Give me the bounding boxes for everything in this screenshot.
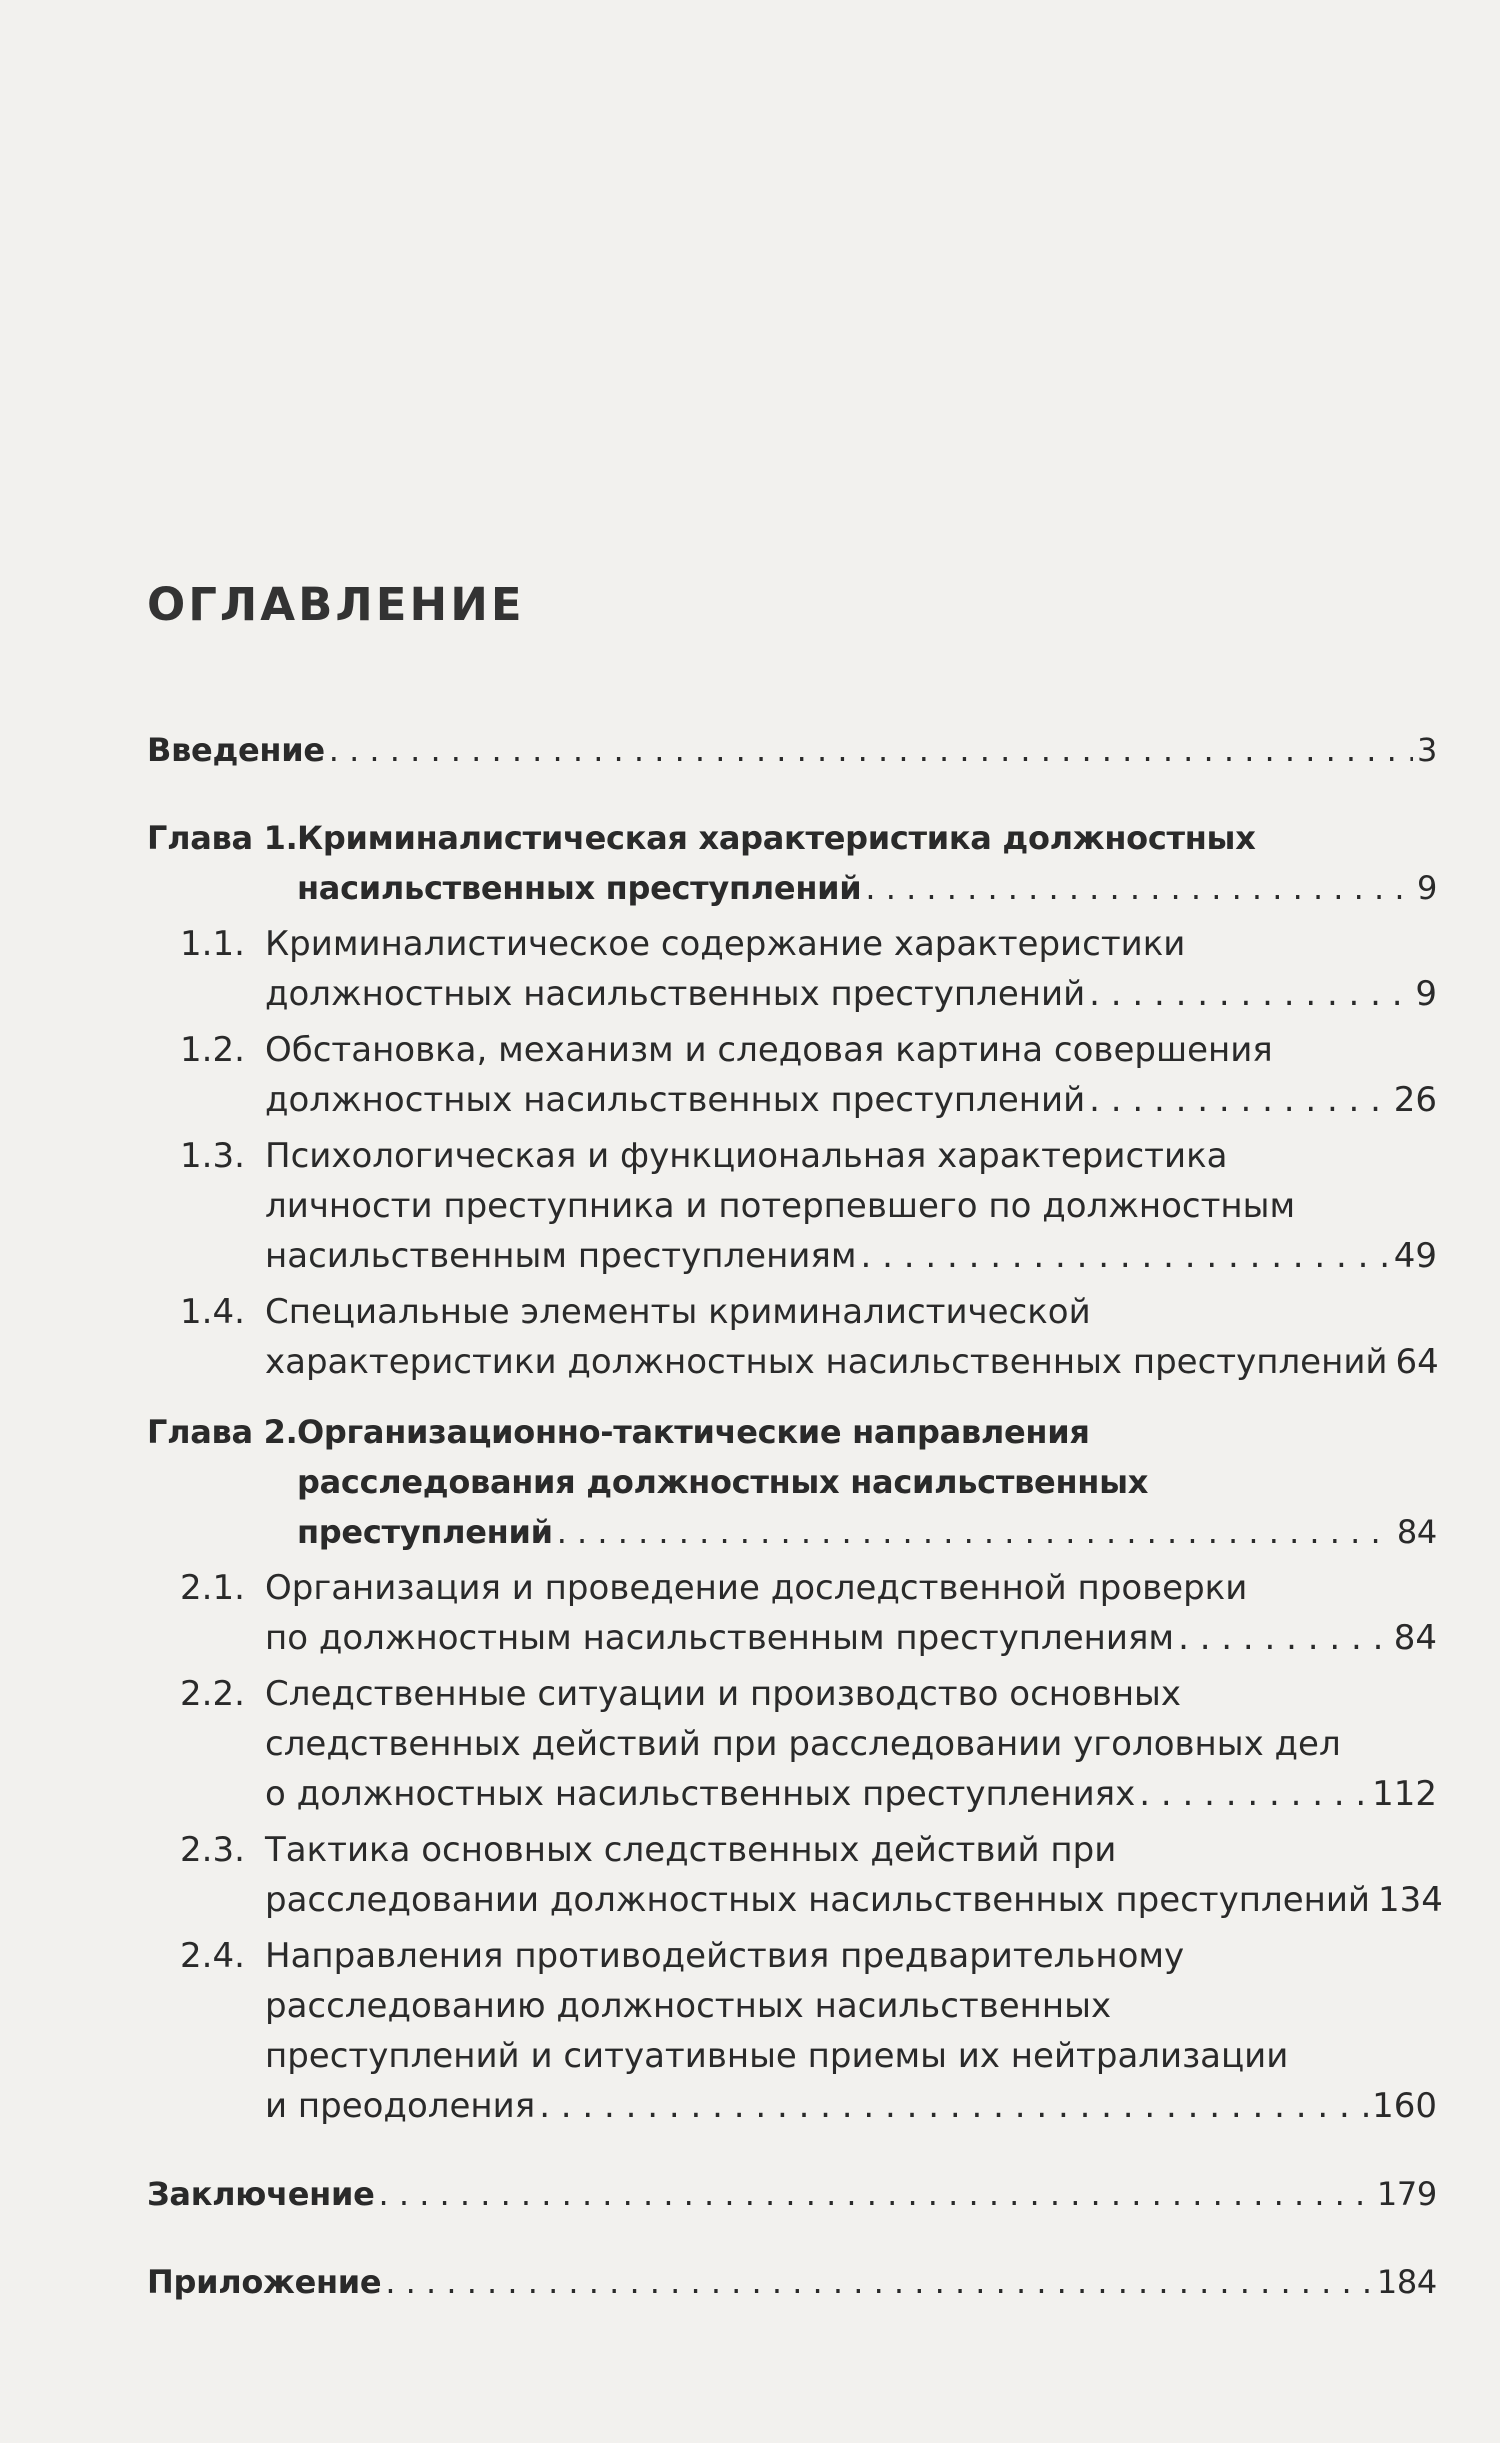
toc-page-number: 134 (1378, 1880, 1443, 1920)
section-title-line: личности преступника и потерпевшего по должностным (265, 1186, 1296, 1226)
toc-chapter-2[interactable] (147, 1407, 1437, 1557)
section-number: 1.3. (180, 1136, 245, 1176)
leader-dots (1178, 1613, 1390, 1663)
section-number: 1.4. (180, 1292, 245, 1332)
section-title-line: Обстановка, механизм и следовая картина совершения (265, 1030, 1273, 1070)
section-title-line: преступлений и ситуативные приемы их нейтрализации (265, 2036, 1289, 2076)
section-number: 2.1. (180, 1568, 245, 1608)
toc-page-number: 26 (1393, 1080, 1437, 1120)
toc-page-number: 160 (1372, 2086, 1437, 2126)
toc-page-number: 3 (1416, 731, 1437, 769)
section-title-line: Направления противодействия предварительному (265, 1936, 1185, 1976)
section-title-line: характеристики должностных насильственных преступлений (265, 1342, 1388, 1382)
chapter-title-line: Криминалистическая характеристика должностных (297, 819, 1256, 857)
toc-section-2-1[interactable] (147, 1563, 1437, 1663)
toc-section-1-4[interactable] (147, 1287, 1437, 1387)
chapter-number: Глава 2. (147, 1413, 298, 1451)
chapter-title-line: насильственных преступлений (297, 869, 862, 907)
section-title-line: Организация и проведение доследственной проверки (265, 1568, 1248, 1608)
page-title: ОГЛАВЛЕНИЕ (147, 578, 525, 631)
leader-dots (539, 2081, 1368, 2131)
section-title-line: по должностным насильственным преступлениям (265, 1618, 1175, 1658)
toc-entry-conclusion[interactable] (147, 2169, 1437, 2219)
leader-dots (1089, 969, 1411, 1019)
chapter-number: Глава 1. (147, 819, 298, 857)
section-title-line: расследовании должностных насильственных преступлений (265, 1880, 1371, 1920)
toc-entry-label: Введение (147, 731, 325, 769)
toc-page-number: 9 (1415, 974, 1437, 1014)
section-number: 2.4. (180, 1936, 245, 1976)
toc-page-number: 49 (1393, 1236, 1437, 1276)
toc-entry-label: Приложение (147, 2263, 382, 2301)
toc-page-number: 112 (1372, 1774, 1437, 1814)
section-number: 2.3. (180, 1830, 245, 1870)
leader-dots (1139, 1769, 1368, 1819)
toc-section-2-2[interactable] (147, 1669, 1437, 1819)
leader-dots (1089, 1075, 1390, 1125)
section-title-line: Психологическая и функциональная характеристика (265, 1136, 1228, 1176)
toc-page-number: 64 (1395, 1342, 1439, 1382)
leader-dots (329, 725, 1413, 775)
section-number: 1.1. (180, 924, 245, 964)
leader-dots (385, 2257, 1372, 2307)
leader-dots (557, 1507, 1393, 1557)
section-title-line: насильственным преступлениям (265, 1236, 857, 1276)
toc-page-number: 9 (1416, 869, 1437, 907)
toc-section-1-2[interactable] (147, 1025, 1437, 1125)
toc-page-number: 179 (1376, 2175, 1437, 2213)
section-title-line: расследованию должностных насильственных (265, 1986, 1112, 2026)
chapter-title-line: расследования должностных насильственных (297, 1463, 1149, 1501)
section-title-line: должностных насильственных преступлений (265, 974, 1086, 1014)
leader-dots (379, 2169, 1373, 2219)
table-of-contents (147, 725, 1443, 2307)
toc-page-number: 184 (1376, 2263, 1437, 2301)
toc-section-1-1[interactable] (147, 919, 1437, 1019)
leader-dots (861, 1231, 1390, 1281)
toc-page-number: 84 (1393, 1618, 1437, 1658)
toc-section-1-3[interactable] (147, 1131, 1437, 1281)
section-title-line: должностных насильственных преступлений (265, 1080, 1086, 1120)
chapter-title-line: преступлений (297, 1513, 553, 1551)
toc-section-2-3[interactable] (147, 1825, 1443, 1925)
toc-entry-intro[interactable] (147, 725, 1437, 775)
toc-entry-label: Заключение (147, 2175, 375, 2213)
toc-section-2-4[interactable] (147, 1931, 1437, 2131)
section-title-line: о должностных насильственных преступлениях (265, 1774, 1136, 1814)
section-title-line: Следственные ситуации и производство основных (265, 1674, 1182, 1714)
toc-chapter-1[interactable] (147, 813, 1437, 913)
section-title-line: Специальные элементы криминалистической (265, 1292, 1091, 1332)
section-title-line: Тактика основных следственных действий при (265, 1830, 1117, 1870)
toc-page-number: 84 (1396, 1513, 1437, 1551)
toc-entry-appendix[interactable] (147, 2257, 1437, 2307)
section-title-line: следственных действий при расследовании уголовных дел (265, 1724, 1341, 1764)
section-number: 1.2. (180, 1030, 245, 1070)
section-number: 2.2. (180, 1674, 245, 1714)
chapter-title-line: Организационно-тактические направления (297, 1413, 1090, 1451)
section-title-line: и преодоления (265, 2086, 536, 2126)
leader-dots (865, 863, 1413, 913)
section-title-line: Криминалистическое содержание характеристики (265, 924, 1186, 964)
